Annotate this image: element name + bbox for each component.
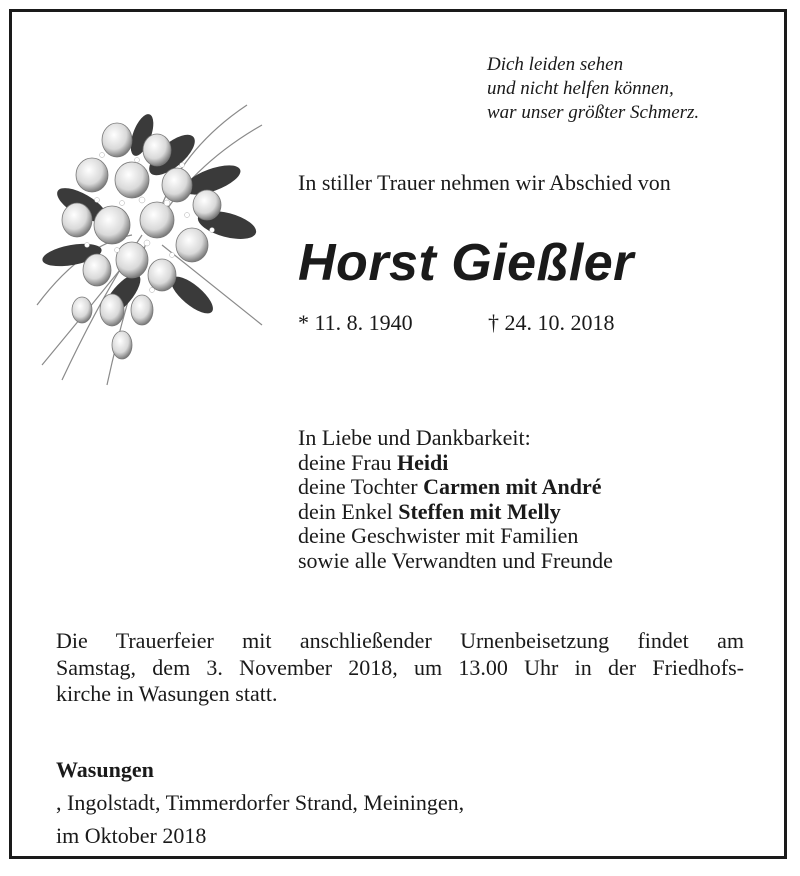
family-relation: deine Frau <box>298 449 397 475</box>
family-names: Carmen mit André <box>423 474 602 500</box>
deceased-name: Horst Gießler <box>298 234 634 292</box>
death-date: † 24. 10. 2018 <box>488 310 615 335</box>
family-relation: deine Tochter <box>298 474 424 500</box>
intro-text: In stiller Trauer nehmen wir Abschied von <box>298 170 671 195</box>
family-names: Heidi <box>396 449 449 475</box>
family-relation: dein Enkel <box>298 498 399 524</box>
family-row <box>298 500 613 525</box>
quote-line: Dich leiden sehen <box>487 54 624 75</box>
place-and-date <box>56 753 464 852</box>
family-heading: In Liebe und Dankbarkeit: <box>298 425 531 450</box>
funeral-line: kirche in Wasungen statt. <box>56 681 278 706</box>
family-names: Steffen mit Melly <box>398 498 561 524</box>
family-row <box>298 524 613 549</box>
flower-bouquet-icon <box>22 95 277 390</box>
family-row <box>298 451 613 476</box>
family-relation: deine Geschwister mit Familien <box>298 523 579 549</box>
funeral-info <box>56 628 744 708</box>
family-list <box>298 426 613 574</box>
quote <box>487 53 699 125</box>
notice-date: im Oktober 2018 <box>56 823 207 848</box>
place-bold: Wasungen <box>56 757 154 782</box>
funeral-line: Samstag, dem 3. November 2018, um 13.00 Uhr in der Friedhofs- <box>56 654 744 680</box>
funeral-line: Die Trauerfeier mit anschließender Urnenbeisetzung findet am <box>56 628 744 653</box>
family-relation: sowie alle Verwandten und Freunde <box>298 547 613 573</box>
family-row <box>298 475 613 500</box>
quote-line: und nicht helfen können, <box>487 78 674 99</box>
place-line <box>56 753 464 819</box>
family-row <box>298 549 613 574</box>
birth-date: * 11. 8. 1940 <box>298 310 413 335</box>
quote-line: war unser größter Schmerz. <box>487 102 700 123</box>
place-rest: , Ingolstadt, Timmerdorfer Strand, Meiningen, <box>56 790 465 815</box>
